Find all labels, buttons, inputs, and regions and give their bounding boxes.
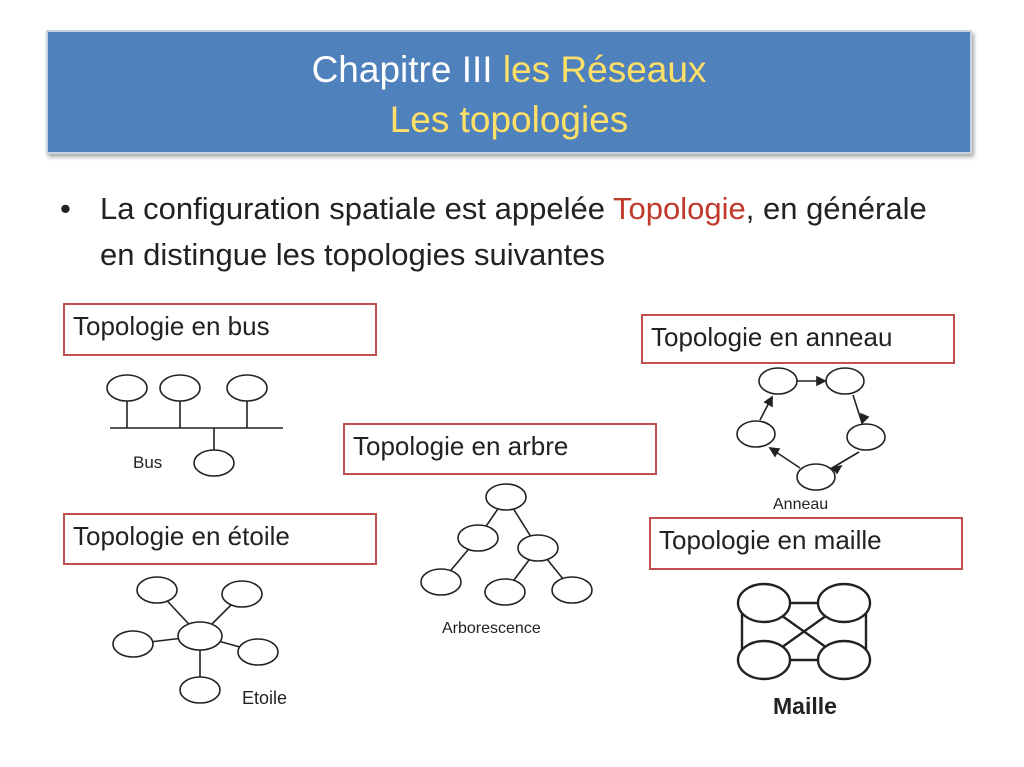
mesh-node [818,641,870,679]
tree-node [458,525,498,551]
maille-diagram [738,584,870,679]
ring-node [847,424,885,450]
anneau-diagram [737,368,885,490]
title-subject: les Réseaux [502,49,707,90]
label-arbre: Topologie en arbre [343,423,657,475]
label-etoile: Topologie en étoile [63,513,377,565]
star-node [180,677,220,703]
tree-node [552,577,592,603]
bullet-text-after: , en générale en distingue les topologies suivantes [100,191,927,272]
star-node [222,581,262,607]
mesh-node [738,584,790,622]
mesh-node [818,584,870,622]
ring-node [737,421,775,447]
ring-node [759,368,797,394]
ring-link [853,395,862,423]
tree-node [485,579,525,605]
star-node [113,631,153,657]
label-bus: Topologie en bus [63,303,377,356]
ring-node [826,368,864,394]
maille-caption: Maille [773,693,837,719]
tree-node [486,484,526,510]
ring-arrow [770,448,779,456]
ring-arrow [817,377,825,385]
bus-node [107,375,147,401]
mesh-node [738,641,790,679]
bus-caption: Bus [133,453,163,472]
ring-arrow [861,414,868,423]
bus-node [194,450,234,476]
arbre-caption: Arborescence [442,620,541,637]
arbre-diagram [421,484,592,605]
ring-link [832,452,859,468]
star-hub-node [178,622,222,650]
ring-node [797,464,835,490]
title-chapter: Chapitre III [311,49,503,90]
etoile-diagram [113,577,278,703]
tree-node [421,569,461,595]
bullet-highlight: Topologie [613,191,746,226]
label-anneau: Topologie en anneau [641,314,955,364]
etoile-caption: Etoile [242,688,288,708]
star-node [238,639,278,665]
ring-arrow [765,397,772,406]
label-maille: Topologie en maille [649,517,963,570]
anneau-caption: Anneau [773,496,829,513]
star-node [137,577,177,603]
tree-node [518,535,558,561]
title-line-2: Les topologies [389,99,629,140]
bus-node [160,375,200,401]
bullet-marker: • [60,191,71,226]
bullet-text-before: La configuration spatiale est appelée [100,191,614,226]
bus-node [227,375,267,401]
